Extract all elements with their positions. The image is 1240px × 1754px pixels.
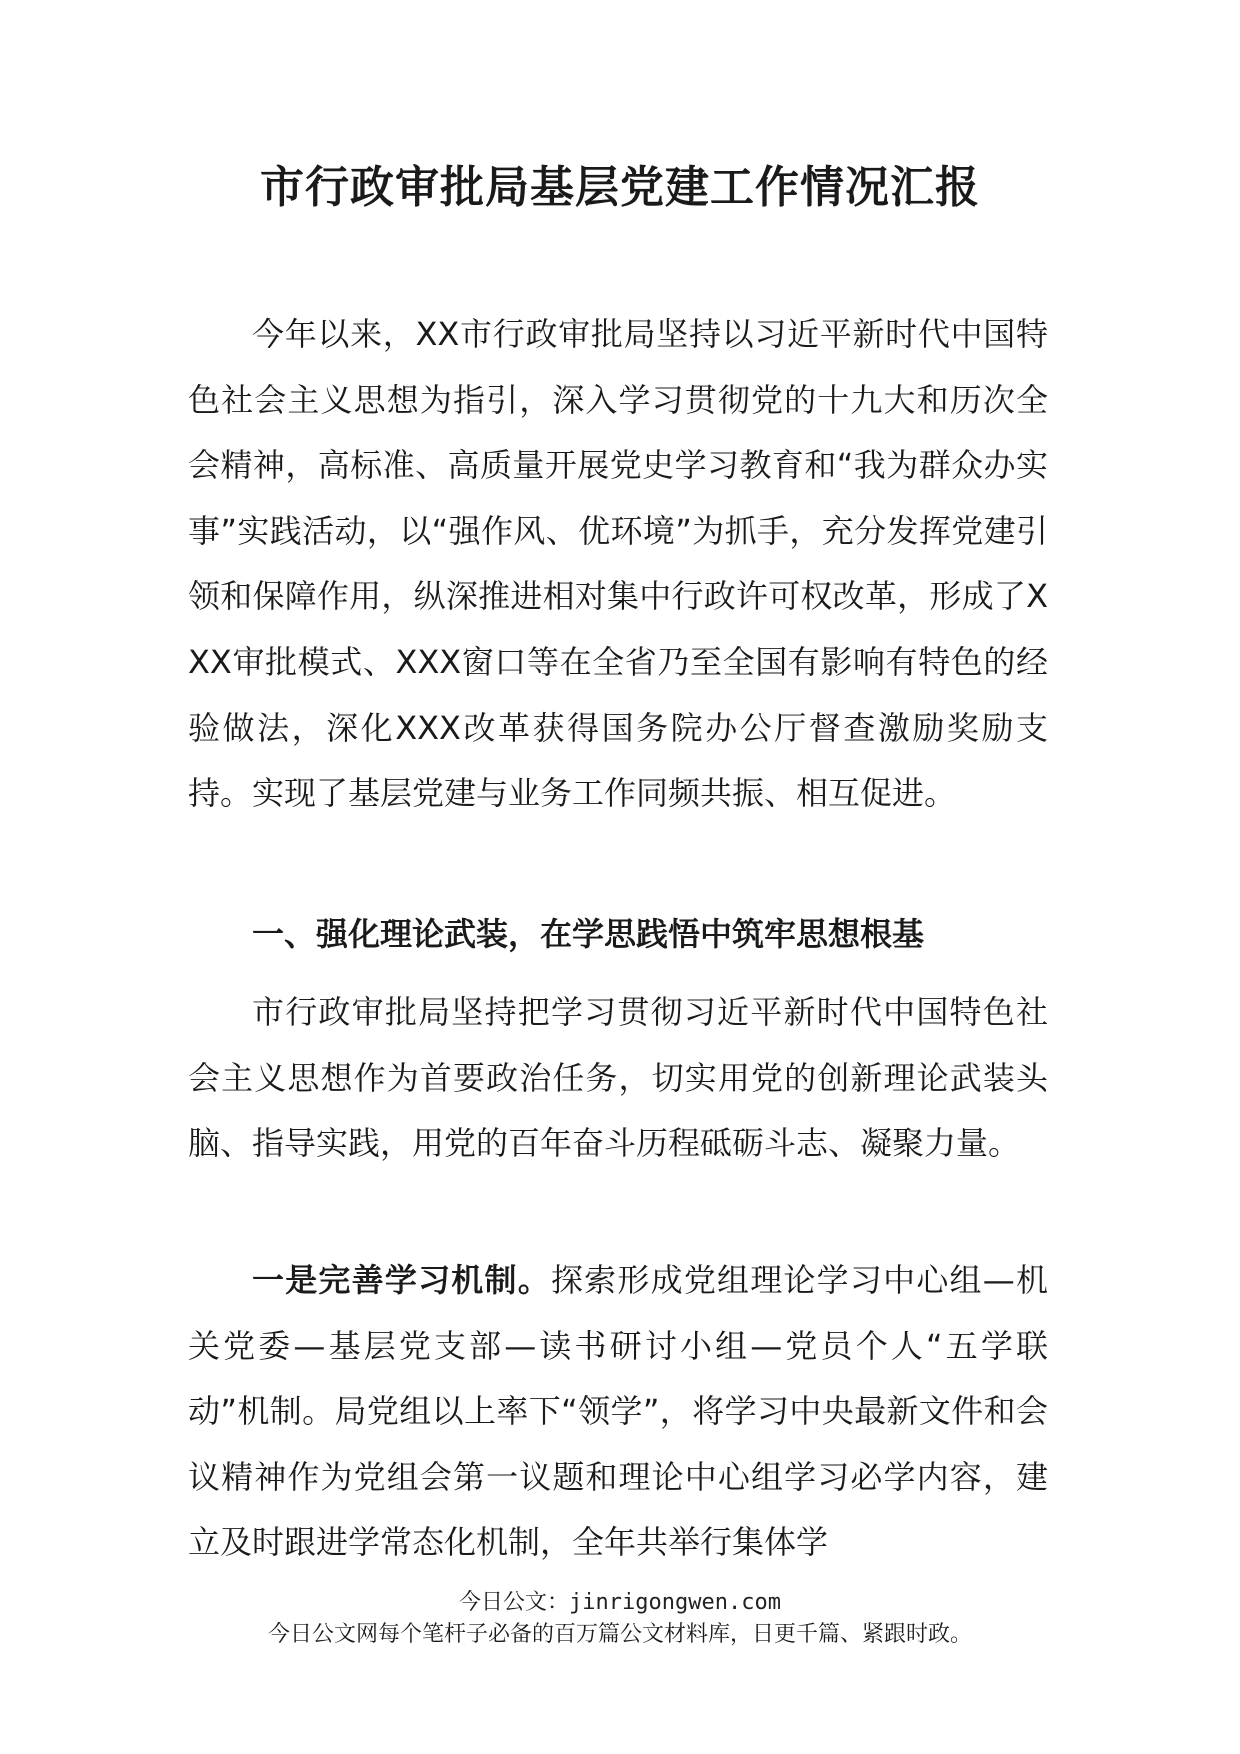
- footer-site-url[interactable]: jinrigongwen.com: [569, 1590, 781, 1615]
- footer-site: [0, 1588, 1240, 1618]
- section-heading-1: 一、强化理论武装，在学思践悟中筑牢思想根基: [252, 915, 925, 953]
- document-title: 市行政审批局基层党建工作情况汇报: [260, 162, 980, 213]
- section-1-paragraph: 市行政审批局坚持把学习贯彻习近平新时代中国特色社会主义思想作为首要政治任务，切实用党的创新理论武装头脑、指导实践，用党的百年奋斗历程砥砺斗志、凝聚力量。: [188, 993, 1048, 1163]
- item-1-lead: 一是完善学习机制。: [252, 1261, 551, 1299]
- item-1-paragraph: [188, 1248, 1048, 1576]
- intro-paragraph: 今年以来，XX市行政审批局坚持以习近平新时代中国特色社会主义思想为指引，深入学习贯彻党的十九大和历次全会精神，高标准、高质量开展党史学习教育和“我为群众办实事”实践活动，以“强作风、优环境”为抓手，充分发挥党建引领和保障作用，纵深推进相对集中行政许可权改革，形成了XXX审批模式、XXX窗口等在全省乃至全国有影响有特色的经验做法，深化XXX改革获得国务院办公厅督查激励奖励支持。实现了基层党建与业务工作同频共振、相互促进。: [188, 315, 1048, 813]
- footer-slogan: 今日公文网每个笔杆子必备的百万篇公文材料库，日更千篇、紧跟时政。: [267, 1622, 972, 1647]
- footer-site-label: 今日公文：: [459, 1590, 570, 1615]
- item-1-body: 探索形成党组理论学习中心组—机关党委—基层党支部—读书研讨小组—党员个人“五学联动”机制。局党组以上率下“领学”，将学习中央最新文件和会议精神作为党组会第一议题和理论中心组学习必学内容，建立及时跟进学常态化机制，全年共举行集体学: [188, 1261, 1048, 1562]
